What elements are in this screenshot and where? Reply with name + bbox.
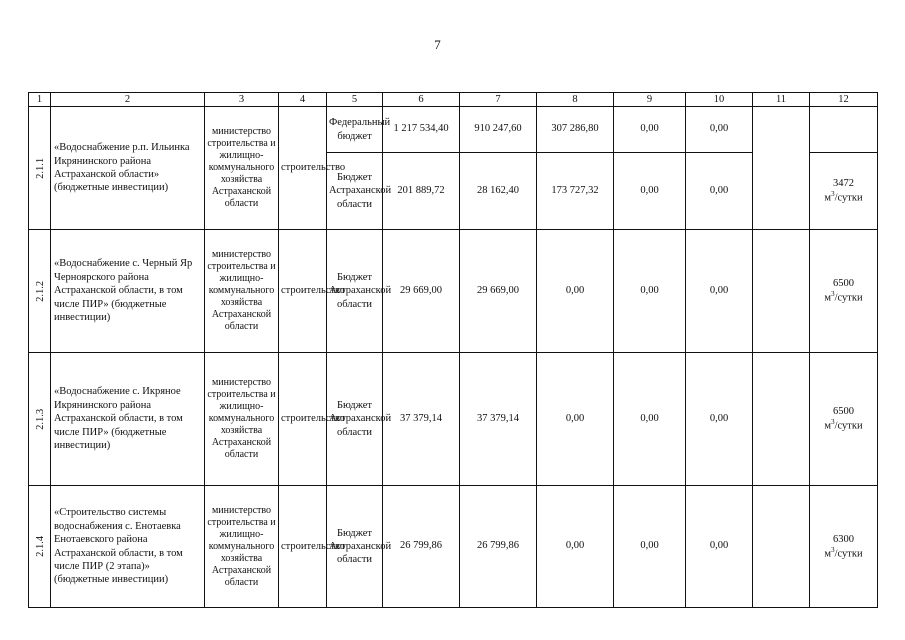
capacity: 6500 $м^3$/сутки	[810, 353, 878, 486]
column-number: 12	[810, 93, 878, 107]
value-cell: 0,00	[537, 230, 614, 353]
row-number-cell	[29, 353, 51, 486]
table-row	[29, 353, 878, 486]
table-row	[29, 230, 878, 353]
row-number: 2.1.1	[35, 157, 47, 179]
capacity: 6500 $м^3$/сутки	[810, 230, 878, 353]
value-cell: 26 799,86	[383, 486, 460, 608]
value-cell: 0,00	[614, 153, 686, 230]
funding-source: Бюджет Астраханской области	[327, 486, 383, 608]
column-number: 9	[614, 93, 686, 107]
column-number: 6	[383, 93, 460, 107]
investment-table	[28, 92, 878, 608]
capacity: 6300 $м^3$/сутки	[810, 486, 878, 608]
row-number: 2.1.2	[35, 280, 47, 302]
value-cell: 28 162,40	[460, 153, 537, 230]
value-cell: 0,00	[686, 107, 753, 153]
column-number: 8	[537, 93, 614, 107]
value-cell: 910 247,60	[460, 107, 537, 153]
capacity-unit: сутки	[837, 548, 863, 560]
column-number: 10	[686, 93, 753, 107]
value-cell	[753, 353, 810, 486]
responsible-agency: министерство строительства и жилищно-коммунального хозяйства Астраханской области	[205, 107, 279, 230]
capacity-value: 6500	[833, 406, 854, 418]
capacity-value: 6500	[833, 278, 854, 290]
row-number-cell	[29, 230, 51, 353]
value-cell: 0,00	[537, 353, 614, 486]
capacity-unit: сутки	[837, 420, 863, 432]
capacity-cell	[810, 107, 878, 153]
value-cell: 1 217 534,40	[383, 107, 460, 153]
column-number: 2	[51, 93, 205, 107]
value-cell: 0,00	[686, 230, 753, 353]
value-cell: 26 799,86	[460, 486, 537, 608]
value-cell: 0,00	[686, 486, 753, 608]
column-number: 5	[327, 93, 383, 107]
work-type: строительство	[279, 107, 327, 230]
value-cell: 29 669,00	[460, 230, 537, 353]
value-cell: 29 669,00	[383, 230, 460, 353]
value-cell	[753, 107, 810, 230]
value-cell: 0,00	[686, 153, 753, 230]
capacity: 3472 $м^3$/сутки	[810, 153, 878, 230]
funding-source: Бюджет Астраханской области	[327, 230, 383, 353]
row-number: 2.1.4	[35, 535, 47, 557]
capacity-value: 6300	[833, 533, 854, 545]
project-name: «Водоснабжение с. Икряное Икрянинского района Астраханской области, в том числе ПИР» (бюджетные инвестиции)	[51, 353, 205, 486]
funding-source: Бюджет Астраханской области	[327, 353, 383, 486]
project-name: «Строительство системы водоснабжения с. Енотаевка Енотаевского района Астраханской области, в том числе ПИР (2 этапа)» (бюджетные инвестиции)	[51, 486, 205, 608]
column-number: 11	[753, 93, 810, 107]
project-name: «Водоснабжение р.п. Ильинка Икрянинского района Астраханской области» (бюджетные инвестиции)	[51, 107, 205, 230]
funding-source: Федеральный бюджет	[327, 107, 383, 153]
value-cell: 173 727,32	[537, 153, 614, 230]
work-type: строительство	[279, 486, 327, 608]
column-number-row	[29, 93, 878, 107]
responsible-agency: министерство строительства и жилищно-коммунального хозяйства Астраханской области	[205, 353, 279, 486]
column-number: 7	[460, 93, 537, 107]
column-number: 4	[279, 93, 327, 107]
value-cell: 0,00	[614, 107, 686, 153]
value-cell: 0,00	[614, 353, 686, 486]
value-cell: 0,00	[614, 230, 686, 353]
value-cell: 37 379,14	[460, 353, 537, 486]
work-type: строительство	[279, 230, 327, 353]
page-number: 7	[434, 37, 441, 52]
row-number: 2.1.3	[35, 408, 47, 430]
row-number-cell	[29, 486, 51, 608]
responsible-agency: министерство строительства и жилищно-коммунального хозяйства Астраханской области	[205, 230, 279, 353]
value-cell	[753, 230, 810, 353]
capacity-unit: сутки	[837, 192, 863, 204]
value-cell: 37 379,14	[383, 353, 460, 486]
value-cell: 307 286,80	[537, 107, 614, 153]
responsible-agency: министерство строительства и жилищно-коммунального хозяйства Астраханской области	[205, 486, 279, 608]
value-cell	[753, 486, 810, 608]
value-cell: 201 889,72	[383, 153, 460, 230]
row-number-cell	[29, 107, 51, 230]
capacity-unit: сутки	[837, 292, 863, 304]
table-row	[29, 107, 878, 153]
column-number: 3	[205, 93, 279, 107]
funding-source: Бюджет Астраханской области	[327, 153, 383, 230]
value-cell: 0,00	[537, 486, 614, 608]
column-number: 1	[29, 93, 51, 107]
capacity-value: 3472	[833, 178, 854, 190]
table-row	[29, 486, 878, 608]
value-cell: 0,00	[686, 353, 753, 486]
value-cell: 0,00	[614, 486, 686, 608]
work-type: строительство	[279, 353, 327, 486]
project-name: «Водоснабжение с. Черный Яр Черноярского района Астраханской области, в том числе ПИР» (бюджетные инвестиции)	[51, 230, 205, 353]
